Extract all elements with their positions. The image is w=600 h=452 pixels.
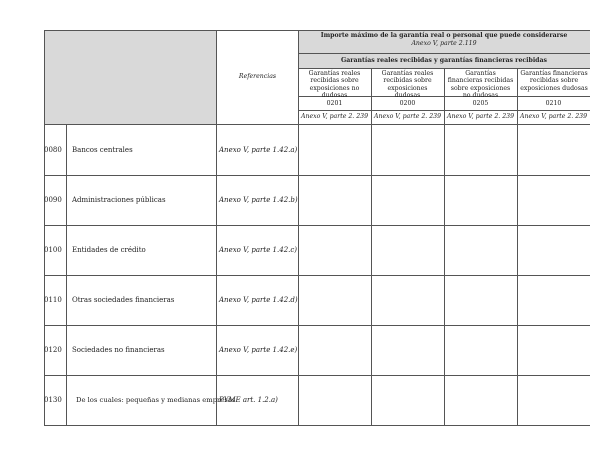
column-code-2: 0200 <box>399 100 416 107</box>
column-ref-4: Anexo V, parte 2. 239 <box>519 113 588 120</box>
row-ref-0100: Anexo V, parte 1.42.c) <box>219 246 298 254</box>
row-label-0130: De los cuales: pequeñas y medianas empresas <box>76 396 236 404</box>
garantias-title: Garantías reales recibidas y garantías financieras recibidas <box>341 57 547 64</box>
row-code-0100: 0100 <box>44 246 62 254</box>
row-code-0080: 0080 <box>44 146 62 154</box>
column-label-3: Garantías financieras recibidas sobre exposiciones no dudosas <box>447 70 514 100</box>
row-ref-0110: Anexo V, parte 1.42.d) <box>219 296 298 304</box>
column-code-3: 0205 <box>472 100 489 107</box>
row-label-0110: Otras sociedades financieras <box>72 296 175 304</box>
column-code-1: 0201 <box>326 100 343 107</box>
row-label-0100: Entidades de crédito <box>72 246 146 254</box>
row-code-0130: 0130 <box>44 396 62 404</box>
importe-title: Importe máximo de la garantía real o personal que puede considerarse <box>320 32 568 39</box>
row-ref-0090: Anexo V, parte 1.42.b) <box>219 196 298 204</box>
column-label-2: Garantías reales recibidas sobre exposiciones dudosas <box>381 70 434 100</box>
referencias-header: Referencias <box>238 73 277 80</box>
row-label-0120: Sociedades no financieras <box>72 346 165 354</box>
row-code-0090: 0090 <box>44 196 62 204</box>
row-ref-0130: PYME art. 1.2.a) <box>219 396 278 404</box>
row-code-0120: 0120 <box>44 346 62 354</box>
column-ref-3: Anexo V, parte 2. 239 <box>446 113 515 120</box>
column-ref-1: Anexo V, parte 2. 239 <box>300 113 369 120</box>
row-ref-0120: Anexo V, parte 1.42.e) <box>219 346 298 354</box>
row-ref-0080: Anexo V, parte 1.42.a) <box>219 146 298 154</box>
column-label-4: Garantías financieras recibidas sobre exposiciones dudosas <box>520 70 588 92</box>
column-label-1: Garantías reales recibidas sobre exposiciones no dudosas <box>308 70 361 100</box>
importe-ref: Anexo V, parte 2.119 <box>411 40 477 47</box>
column-ref-2: Anexo V, parte 2. 239 <box>373 113 442 120</box>
column-code-4: 0210 <box>545 100 562 107</box>
row-label-0080: Bancos centrales <box>72 146 133 154</box>
row-label-0090: Administraciones públicas <box>72 196 166 204</box>
row-code-0110: 0110 <box>44 296 62 304</box>
header-shade-left <box>44 30 216 124</box>
